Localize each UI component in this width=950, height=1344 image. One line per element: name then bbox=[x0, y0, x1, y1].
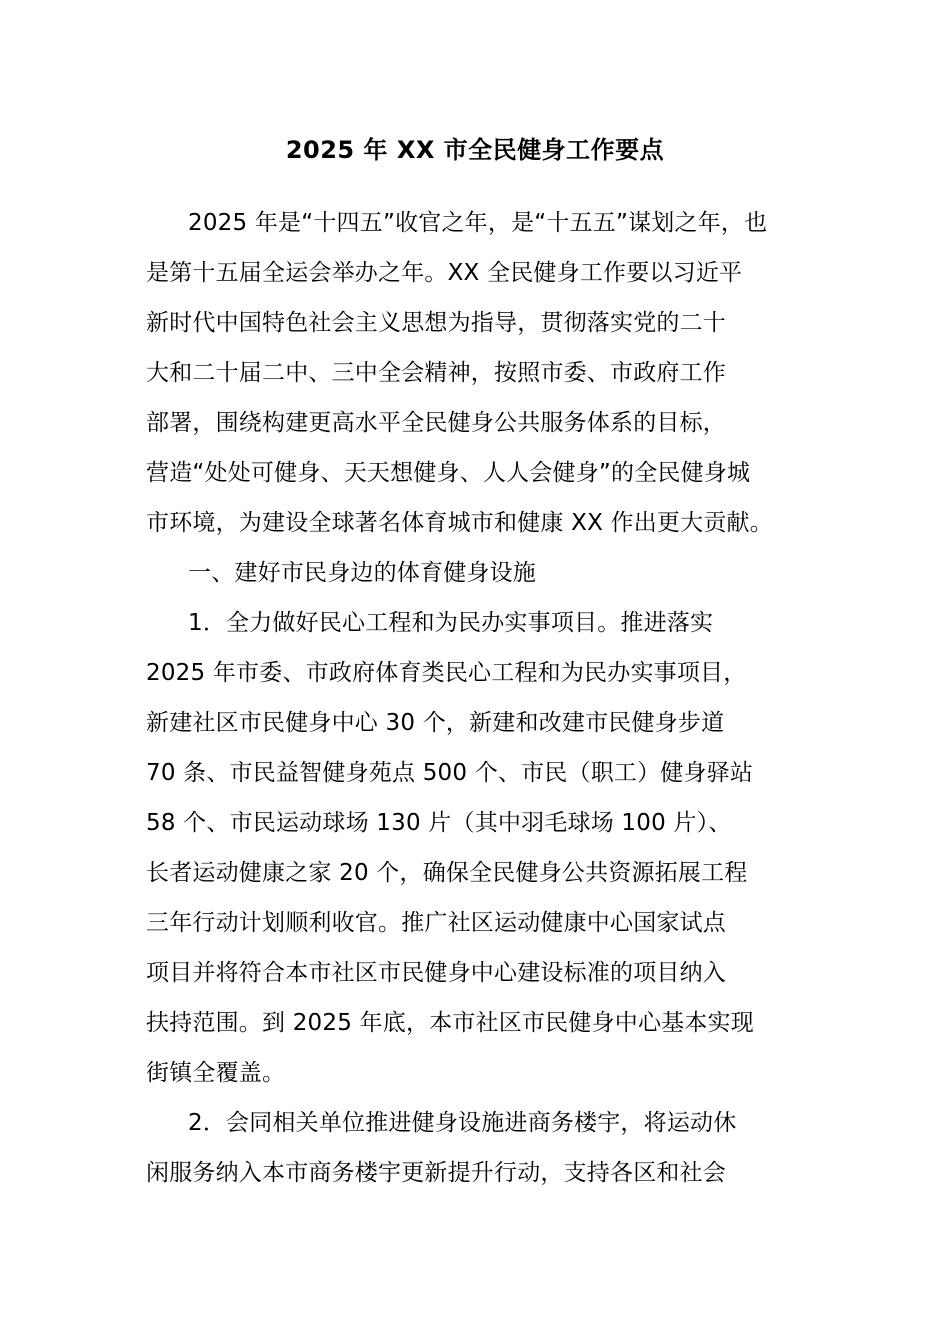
paragraph-line: 新时代中国特色社会主义思想为指导，贯彻落实党的二十 bbox=[146, 310, 726, 336]
paragraph-line: 三年行动计划顺利收官。推广社区运动健康中心国家试点 bbox=[146, 910, 726, 936]
paragraph-line: 2．会同相关单位推进健身设施进商务楼宇，将运动休 bbox=[188, 1110, 737, 1136]
paragraph-line: 闲服务纳入本市商务楼宇更新提升行动，支持各区和社会 bbox=[146, 1160, 726, 1186]
paragraph-line: 长者运动健康之家 20 个，确保全民健身公共资源拓展工程 bbox=[146, 860, 748, 886]
paragraph-line: 部署，围绕构建更高水平全民健身公共服务体系的目标， bbox=[146, 410, 726, 436]
paragraph-line: 70 条、市民益智健身苑点 500 个、市民（职工）健身驿站 bbox=[146, 760, 754, 786]
section-heading: 一、建好市民身边的体育健身设施 bbox=[188, 560, 536, 586]
paragraph-line: 新建社区市民健身中心 30 个，新建和改建市民健身步道 bbox=[146, 710, 725, 736]
paragraph-line: 2025 年市委、市政府体育类民心工程和为民办实事项目， bbox=[146, 660, 747, 686]
paragraph-line: 市环境，为建设全球著名体育城市和健康 XX 作出更大贡献。 bbox=[146, 510, 773, 536]
paragraph-line: 营造“处处可健身、天天想健身、人人会健身”的全民健身城 bbox=[146, 460, 751, 486]
paragraph-line: 2025 年是“十四五”收官之年，是“十五五”谋划之年，也 bbox=[188, 210, 768, 236]
paragraph-line: 58 个、市民运动球场 130 片（其中羽毛球场 100 片）、 bbox=[146, 810, 732, 836]
paragraph-line: 扶持范围。到 2025 年底，本市社区市民健身中心基本实现 bbox=[146, 1010, 754, 1036]
paragraph-line: 街镇全覆盖。 bbox=[146, 1060, 286, 1086]
document-title: 2025 年 XX 市全民健身工作要点 bbox=[285, 136, 665, 164]
paragraph-line: 项目并将符合本市社区市民健身中心建设标准的项目纳入 bbox=[146, 960, 726, 986]
paragraph-line: 1．全力做好民心工程和为民办实事项目。推进落实 bbox=[188, 610, 714, 636]
paragraph-line: 大和二十届二中、三中全会精神，按照市委、市政府工作 bbox=[146, 360, 726, 386]
paragraph-line: 是第十五届全运会举办之年。XX 全民健身工作要以习近平 bbox=[146, 260, 743, 286]
